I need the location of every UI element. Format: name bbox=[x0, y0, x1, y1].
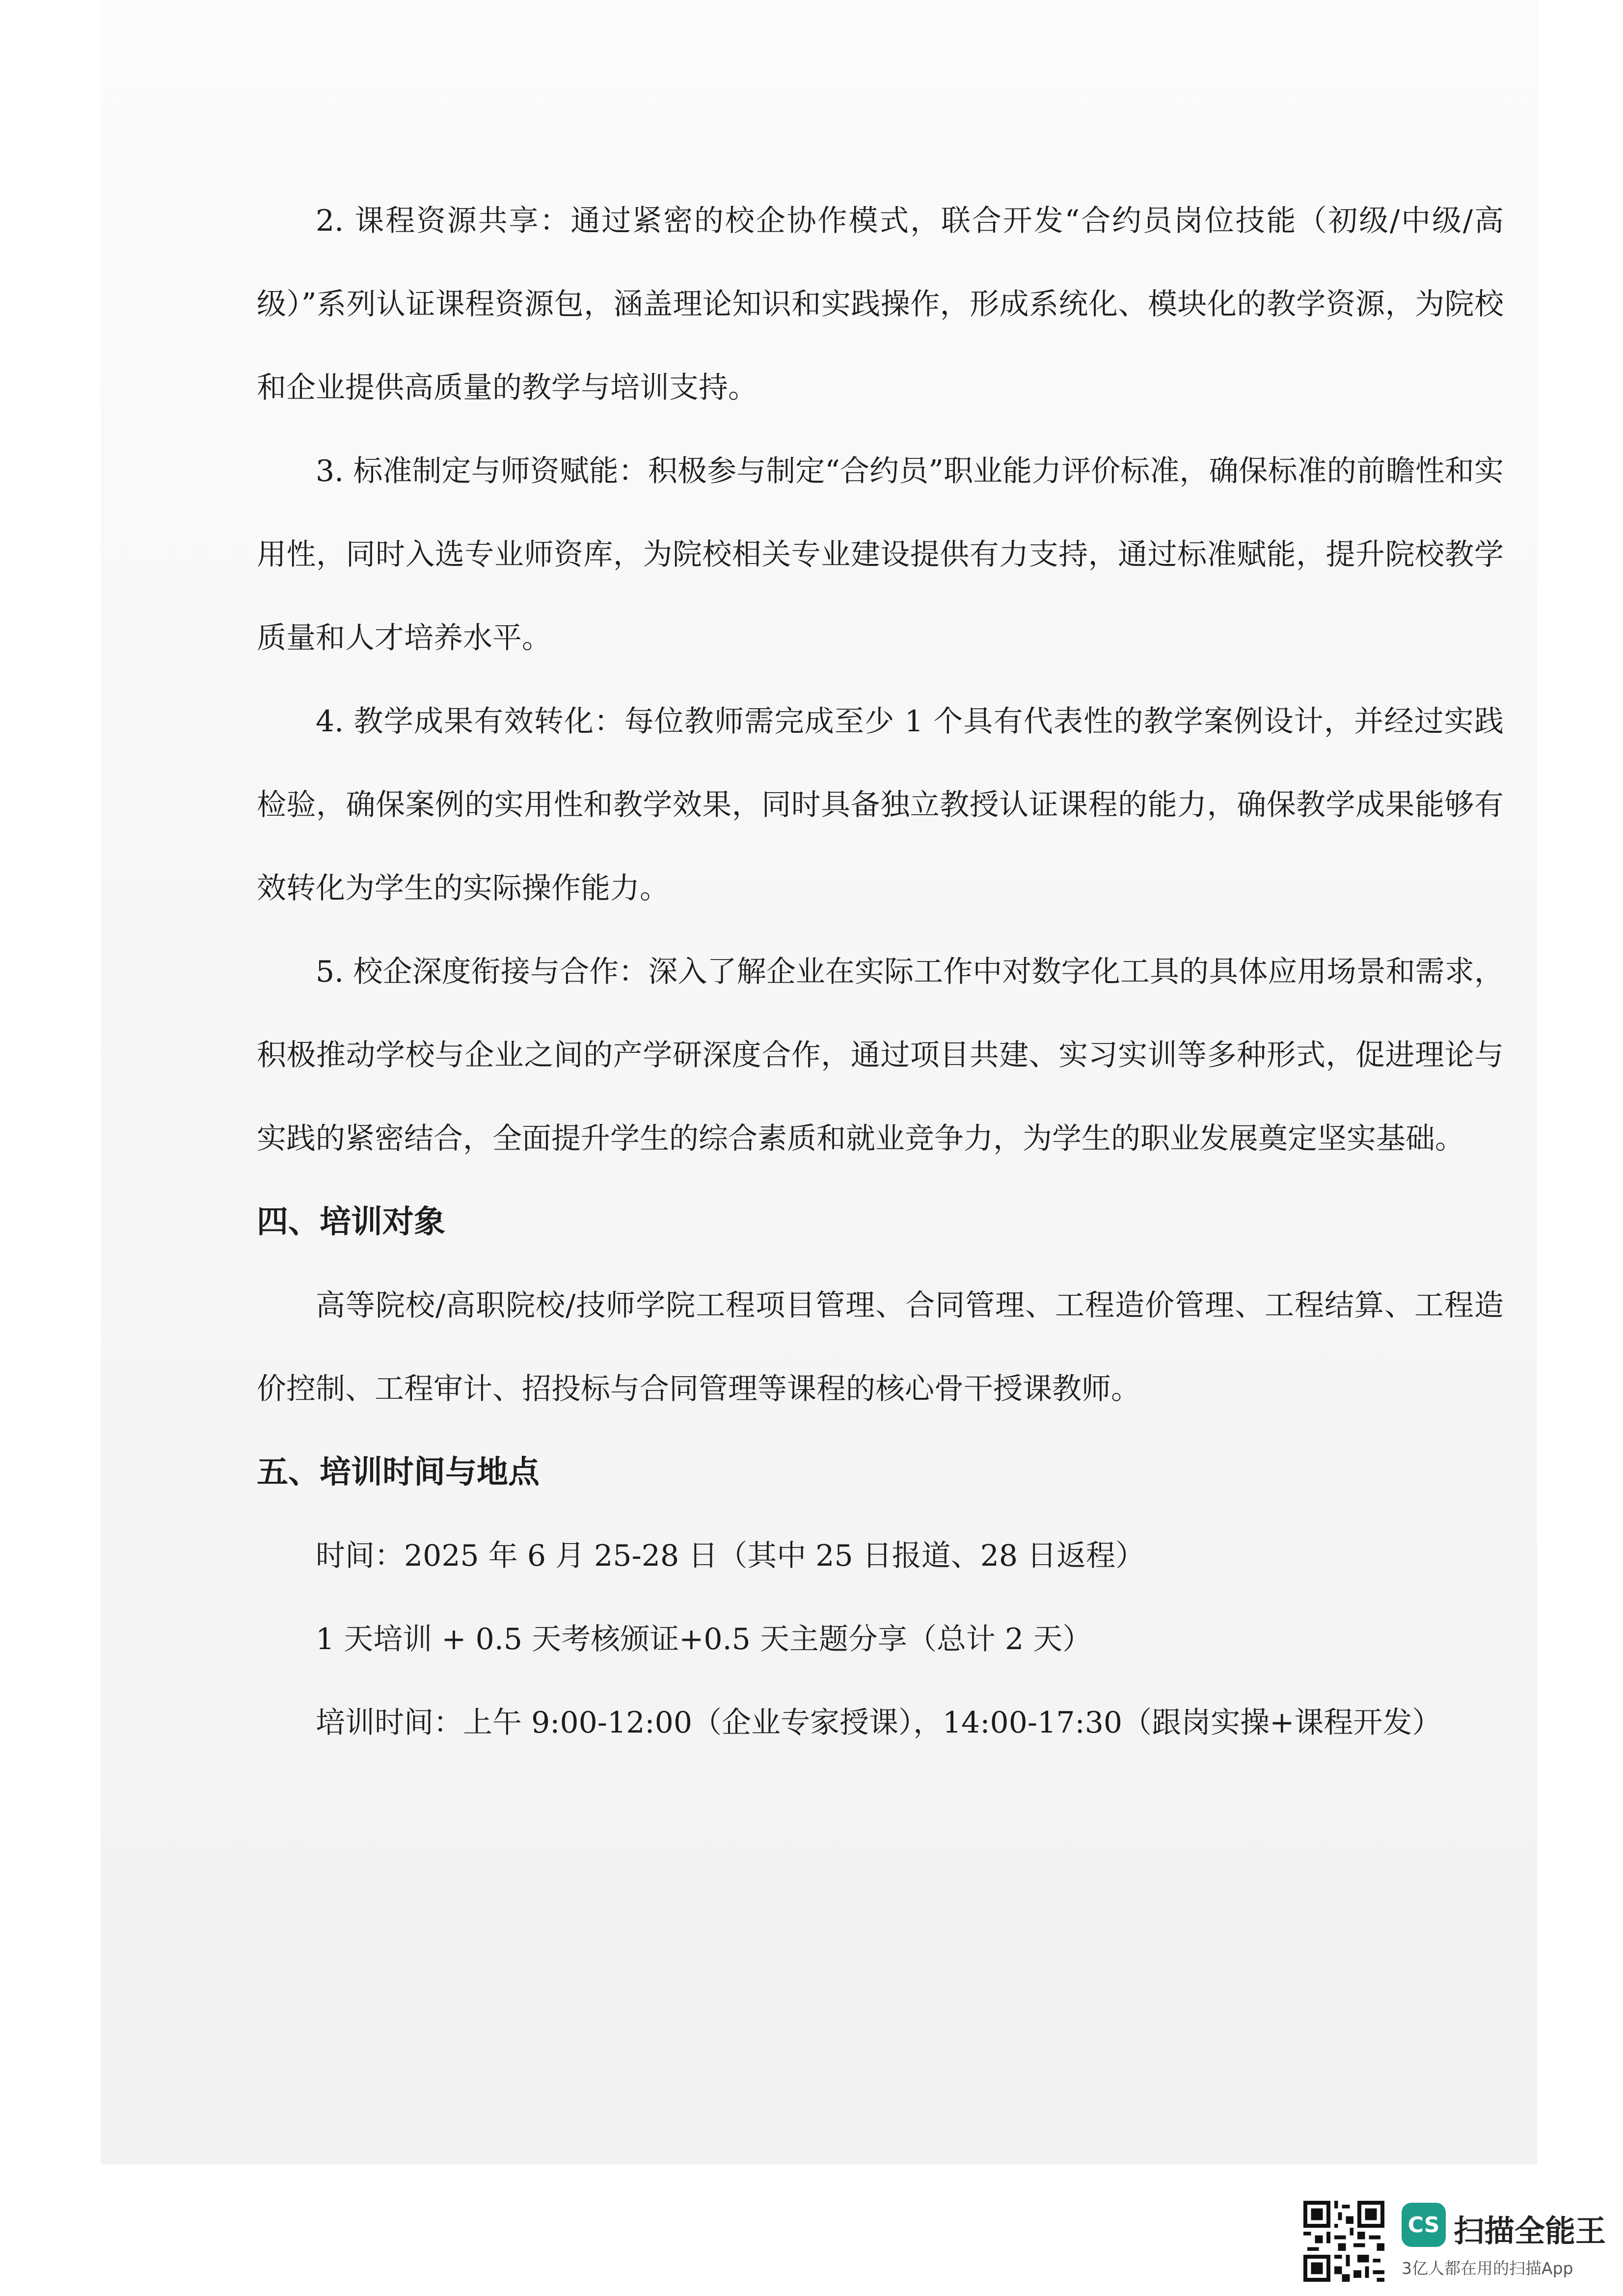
qr-code-icon bbox=[1303, 2201, 1384, 2282]
brand-tagline: 3亿人都在用的扫描App bbox=[1402, 2259, 1573, 2278]
paragraph-school-enterprise: 5. 校企深度衔接与合作：深入了解企业在实际工作中对数字化工具的具体应用场景和需求，积极推动学校与企业之间的产学研深度合作，通过项目共建、实习实训等多种形式，促进理论与实践的紧密结合，全面提升学生的综合素质和就业竞争力，为学生的职业发展奠定坚实基础。 bbox=[257, 955, 1504, 1156]
paragraph-standards-and-faculty: 3. 标准制定与师资赋能：积极参与制定“合约员”职业能力评价标准，确保标准的前瞻性和实用性，同时入选专业师资库，为院校相关专业建设提供有力支持，通过标准赋能，提升院校教学质量和人才培养水平。 bbox=[257, 454, 1504, 655]
paragraph-duration: 1 天培训 + 0.5 天考核颁证+0.5 天主题分享（总计 2 天） bbox=[316, 1622, 1092, 1656]
scanned-page bbox=[101, 0, 1537, 2164]
paragraph-teaching-outcomes: 4. 教学成果有效转化：每位教师需完成至少 1 个具有代表性的教学案例设计，并经过实践检验，确保案例的实用性和教学效果，同时具备独立教授认证课程的能力，确保教学成果能够有效转化为学生的实际操作能力。 bbox=[257, 704, 1504, 906]
paragraph-target-audience: 高等院校/高职院校/技师学院工程项目管理、合同管理、工程造价管理、工程结算、工程造价控制、工程审计、招投标与合同管理等课程的核心骨干授课教师。 bbox=[257, 1288, 1504, 1406]
paragraph-dates: 时间：2025 年 6 月 25-28 日（其中 25 日报道、28 日返程） bbox=[316, 1539, 1145, 1573]
heading-training-target: 四、培训对象 bbox=[257, 1204, 445, 1240]
paragraph-course-resources: 2. 课程资源共享：通过紧密的校企协作模式，联合开发“合约员岗位技能（初级/中级/高级）”系列认证课程资源包，涵盖理论知识和实践操作，形成系统化、模块化的教学资源，为院校和企业提供高质量的教学与培训支持。 bbox=[257, 204, 1504, 405]
scanner-watermark bbox=[1303, 2198, 1608, 2281]
camscanner-logo: CS bbox=[1402, 2203, 1446, 2247]
heading-time-and-place: 五、培训时间与地点 bbox=[257, 1454, 540, 1491]
brand-name: 扫描全能王 bbox=[1454, 2213, 1606, 2249]
document-body bbox=[257, 179, 1504, 1764]
paragraph-daily-schedule: 培训时间：上午 9:00-12:00（企业专家授课），14:00-17:30（跟岗实操+课程开发） bbox=[316, 1706, 1442, 1740]
